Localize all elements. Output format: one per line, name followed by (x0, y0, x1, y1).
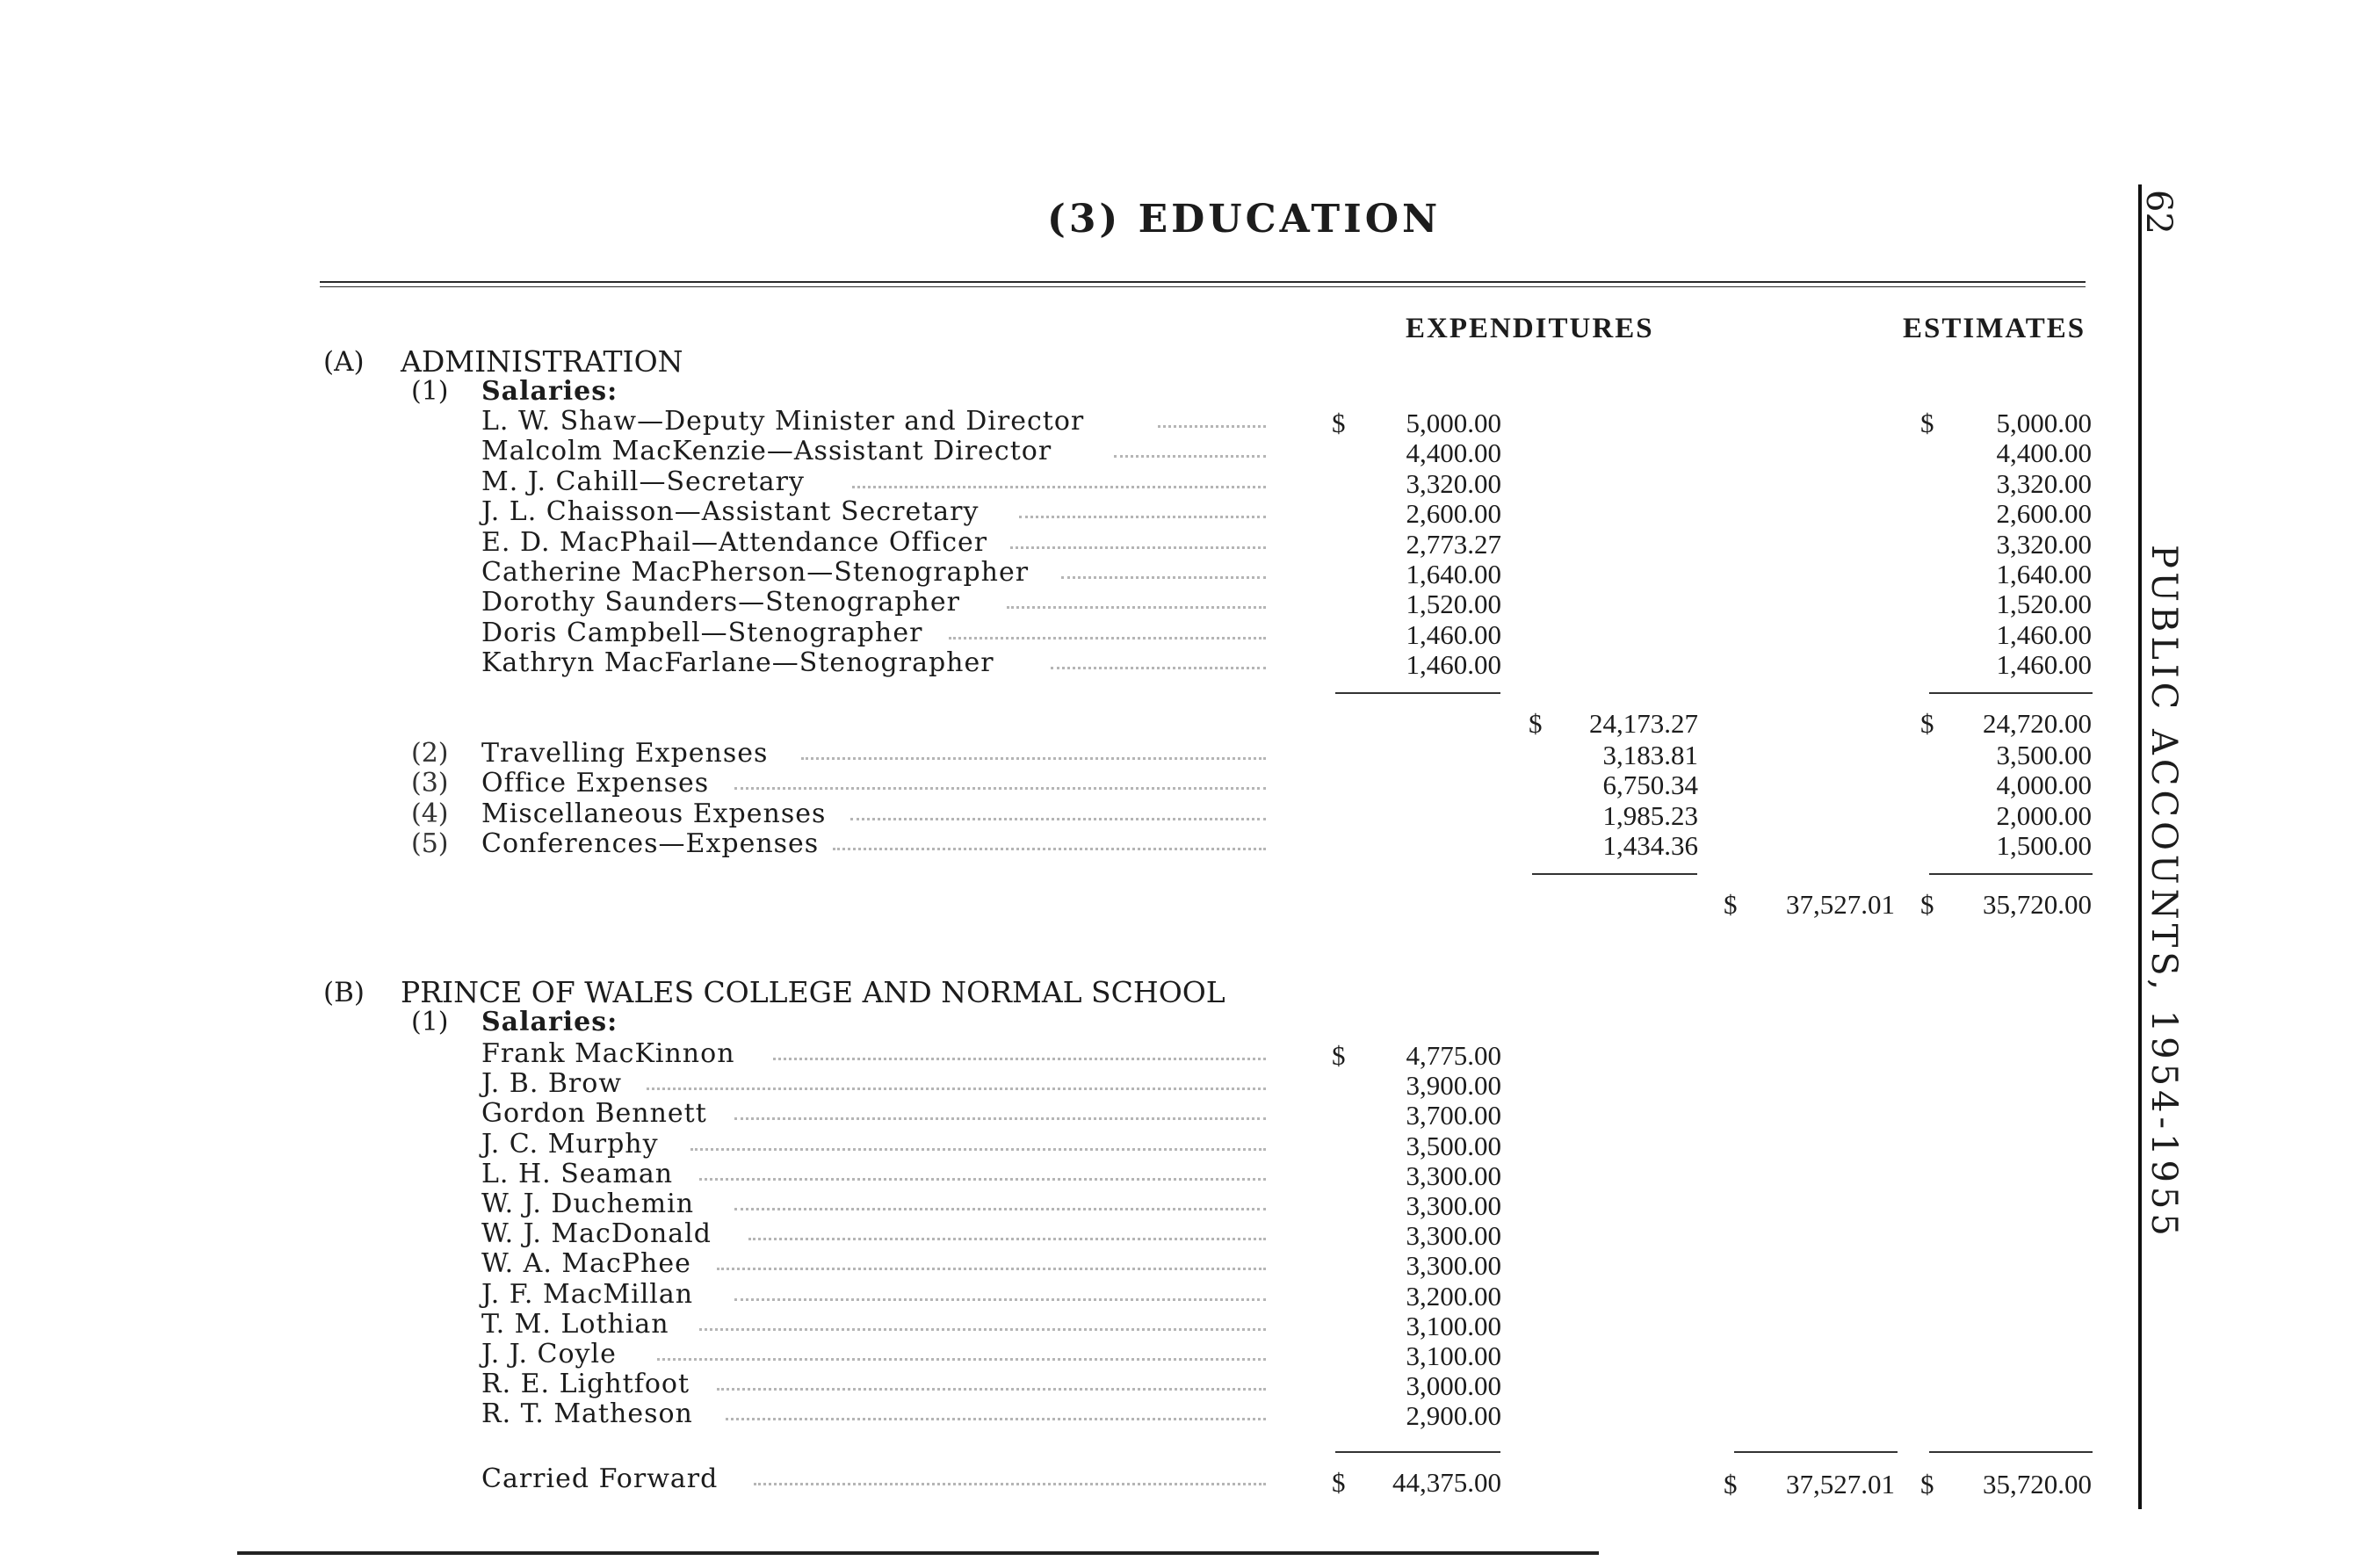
expense-row (0, 768, 2364, 801)
dot-leader (726, 1418, 1266, 1420)
page-number: 62 (2138, 190, 2179, 235)
expenditure-amount: 3,000.00 (1406, 1370, 1501, 1402)
expenditure-amount: 4,400.00 (1406, 437, 1501, 469)
dot-leader (647, 1087, 1266, 1090)
expenditure-amount: 4,775.00 (1406, 1040, 1501, 1071)
estimate-amount: 1,460.00 (1996, 649, 2092, 681)
expenditure-amount: 5,000.00 (1406, 408, 1501, 438)
dot-leader (1010, 546, 1266, 549)
expenditure-amount: 6,750.34 (1602, 770, 1698, 801)
expenditure-amount: 2,900.00 (1406, 1400, 1501, 1432)
section-a-grand-est: 35,720.00 (1983, 889, 2092, 920)
salary-row (0, 1068, 2364, 1102)
salary-row (0, 406, 2364, 436)
section-b-title: PRINCE OF WALES COLLEGE AND NORMAL SCHOOL (401, 975, 1225, 1009)
line-item-number: (2) (411, 738, 449, 769)
line-item-label: Office Expenses (481, 768, 710, 799)
estimate-amount: 4,400.00 (1996, 437, 2092, 469)
line-item-label: Miscellaneous Expenses (481, 798, 827, 829)
salary-row (0, 1339, 2364, 1369)
salary-row (0, 496, 2364, 530)
estimate-amount: 1,520.00 (1996, 589, 2092, 620)
section-a-title: ADMINISTRATION (401, 344, 683, 379)
dot-leader (734, 1117, 1266, 1120)
salary-row (0, 1189, 2364, 1221)
line-item-label: E. D. MacPhail—Attendance Officer (481, 526, 988, 558)
estimate-amount: 5,000.00 (1996, 408, 2092, 438)
currency-symbol: $ (1332, 1040, 1346, 1071)
section-a-salaries-total-exp: 24,173.27 (1589, 708, 1698, 739)
dot-leader (690, 1148, 1266, 1151)
expenditure-amount: 3,200.00 (1406, 1280, 1501, 1311)
salary-row (0, 466, 2364, 499)
section-a-grand-exp: 37,527.01 (1786, 889, 1895, 920)
expenditure-amount: 3,300.00 (1406, 1160, 1501, 1191)
line-item-label: Travelling Expenses (481, 738, 769, 769)
carried-forward-salaries-currency: $ (1332, 1467, 1346, 1498)
line-item-label: Frank MacKinnon (481, 1038, 735, 1069)
estimate-amount: 4,000.00 (1996, 770, 2092, 801)
line-item-number: (4) (411, 798, 449, 829)
line-item-label: L. W. Shaw—Deputy Minister and Director (481, 406, 1085, 437)
estimate-amount: 2,000.00 (1996, 799, 2092, 831)
dot-leader (850, 818, 1266, 820)
header-rule-top (320, 281, 2086, 283)
line-item-label: Gordon Bennett (481, 1098, 707, 1130)
section-a-salaries-rule-est (1929, 692, 2093, 694)
estimates-heading: ESTIMATES (1903, 313, 2086, 344)
expenditure-amount: 3,300.00 (1406, 1220, 1501, 1252)
dot-leader (852, 486, 1266, 488)
carried-forward-grand-est-currency: $ (1920, 1469, 1934, 1499)
currency-symbol: $ (1920, 408, 1934, 438)
line-item-label: T. M. Lothian (481, 1308, 669, 1340)
carried-forward-salaries-total: 44,375.00 (1392, 1467, 1501, 1498)
expenditure-amount: 1,985.23 (1602, 799, 1698, 831)
expenditure-amount: 1,640.00 (1406, 559, 1501, 589)
carried-forward-label: Carried Forward (481, 1463, 719, 1494)
dot-leader (1061, 576, 1266, 579)
currency-symbol: $ (1332, 408, 1346, 438)
line-item-label: W. J. MacDonald (481, 1218, 712, 1250)
salary-row (0, 557, 2364, 587)
dot-leader (801, 757, 1266, 760)
dot-leader (949, 637, 1266, 639)
line-item-label: Dorothy Saunders—Stenographer (481, 587, 960, 618)
expenditure-amount: 3,300.00 (1406, 1250, 1501, 1282)
salary-row (0, 1218, 2364, 1252)
carried-forward-grand-exp-currency: $ (1724, 1469, 1738, 1499)
line-item-label: Malcolm MacKenzie—Assistant Director (481, 436, 1052, 467)
section-b-salaries-rule-exp (1335, 1451, 1500, 1453)
dot-leader (1051, 667, 1266, 669)
dot-leader (1158, 425, 1266, 428)
running-title: PUBLIC ACCOUNTS, 1954-1955 (2144, 545, 2184, 1240)
dot-leader (1114, 455, 1266, 458)
section-a-letter: (A) (323, 346, 365, 378)
carried-forward-grand-exp: 37,527.01 (1786, 1469, 1895, 1499)
page-title: (3) EDUCATION (1047, 197, 1442, 242)
expenditure-amount: 3,300.00 (1406, 1190, 1501, 1221)
section-a-salaries-label: Salaries: (481, 376, 618, 407)
header-rule-bottom (320, 286, 2086, 287)
expenditure-amount: 3,183.81 (1602, 740, 1698, 770)
dot-leader (699, 1178, 1266, 1181)
salary-row (0, 1098, 2364, 1131)
dot-leader (734, 1298, 1266, 1301)
salary-row (0, 1129, 2364, 1159)
section-a-salaries-number: (1) (411, 376, 449, 407)
salary-row (0, 1159, 2364, 1189)
salary-row (0, 1248, 2364, 1282)
carried-forward-grand-est: 35,720.00 (1983, 1469, 2092, 1499)
section-a-other-rule-est (1929, 873, 2093, 875)
section-a-grand-est-currency: $ (1920, 889, 1934, 920)
expenditure-amount: 3,320.00 (1406, 467, 1501, 499)
salary-row (0, 1398, 2364, 1432)
line-item-label: J. L. Chaisson—Assistant Secretary (481, 496, 980, 528)
expenditure-amount: 1,520.00 (1406, 589, 1501, 620)
expenditure-amount: 1,460.00 (1406, 618, 1501, 650)
dot-leader (734, 1208, 1266, 1210)
dot-leader (748, 1238, 1266, 1240)
estimate-amount: 1,640.00 (1996, 559, 2092, 589)
expenditure-amount: 3,700.00 (1406, 1100, 1501, 1131)
line-item-number: (5) (411, 828, 449, 860)
carried-forward-leader (754, 1483, 1266, 1485)
section-a-salaries-total-est-currency: $ (1920, 708, 1934, 739)
line-item-label: J. C. Murphy (481, 1128, 659, 1160)
expenditure-amount: 3,500.00 (1406, 1130, 1501, 1161)
section-a-grand-exp-currency: $ (1724, 889, 1738, 920)
estimate-amount: 3,320.00 (1996, 528, 2092, 560)
section-b-letter: (B) (323, 977, 365, 1008)
estimate-amount: 2,600.00 (1996, 498, 2092, 530)
expense-row (0, 798, 2364, 831)
line-item-label: Kathryn MacFarlane—Stenographer (481, 647, 994, 679)
expenditure-amount: 1,460.00 (1406, 649, 1501, 681)
estimate-amount: 1,500.00 (1996, 830, 2092, 862)
section-b-rule-col3 (1734, 1451, 1898, 1453)
expense-row (0, 828, 2364, 862)
estimate-amount: 3,320.00 (1996, 467, 2092, 499)
bottom-rule (237, 1551, 1599, 1555)
line-item-label: L. H. Seaman (481, 1158, 674, 1189)
line-item-label: R. T. Matheson (481, 1398, 693, 1430)
salary-row (0, 1279, 2364, 1309)
line-item-label: R. E. Lightfoot (481, 1369, 690, 1400)
salary-row (0, 587, 2364, 620)
expenditure-amount: 1,434.36 (1602, 830, 1698, 862)
expenditure-amount: 3,100.00 (1406, 1340, 1501, 1371)
estimate-amount: 1,460.00 (1996, 618, 2092, 650)
margin-vertical-rule (2138, 184, 2142, 1509)
line-item-label: W. A. MacPhee (481, 1248, 691, 1280)
expense-row (0, 738, 2364, 768)
section-a-other-rule-exp (1532, 873, 1697, 875)
section-a-salaries-total-currency: $ (1529, 708, 1543, 739)
line-item-number: (3) (411, 768, 449, 799)
line-item-label: M. J. Cahill—Secretary (481, 466, 805, 497)
section-b-salaries-number: (1) (411, 1007, 449, 1037)
expenditure-amount: 3,900.00 (1406, 1070, 1501, 1102)
line-item-label: J. F. MacMillan (481, 1278, 694, 1310)
line-item-label: J. B. Brow (481, 1068, 623, 1100)
salary-row (0, 647, 2364, 681)
line-item-label: J. J. Coyle (481, 1339, 617, 1369)
line-item-label: Conferences—Expenses (481, 828, 820, 860)
salary-row (0, 526, 2364, 560)
salary-row (0, 1369, 2364, 1402)
salary-row (0, 1309, 2364, 1339)
dot-leader (1019, 516, 1266, 518)
section-a-salaries-rule-exp (1335, 692, 1500, 694)
expenditure-amount: 2,773.27 (1406, 528, 1501, 560)
salary-row (0, 1038, 2364, 1071)
dot-leader (699, 1328, 1266, 1331)
section-a-salaries-total-est: 24,720.00 (1983, 708, 2092, 739)
dot-leader (657, 1358, 1266, 1361)
dot-leader (717, 1388, 1266, 1391)
salary-row (0, 617, 2364, 650)
dot-leader (773, 1058, 1266, 1060)
section-b-salaries-label: Salaries: (481, 1007, 618, 1037)
dot-leader (1007, 606, 1266, 609)
section-b-rule-est (1929, 1451, 2093, 1453)
estimate-amount: 3,500.00 (1996, 740, 2092, 770)
salary-row (0, 436, 2364, 469)
expenditure-amount: 2,600.00 (1406, 498, 1501, 530)
dot-leader (833, 848, 1266, 850)
dot-leader (734, 787, 1266, 790)
line-item-label: Doris Campbell—Stenographer (481, 617, 923, 648)
line-item-label: W. J. Duchemin (481, 1189, 695, 1219)
expenditure-amount: 3,100.00 (1406, 1310, 1501, 1341)
line-item-label: Catherine MacPherson—Stenographer (481, 557, 1030, 588)
expenditures-heading: EXPENDITURES (1406, 313, 1654, 344)
dot-leader (717, 1268, 1266, 1270)
